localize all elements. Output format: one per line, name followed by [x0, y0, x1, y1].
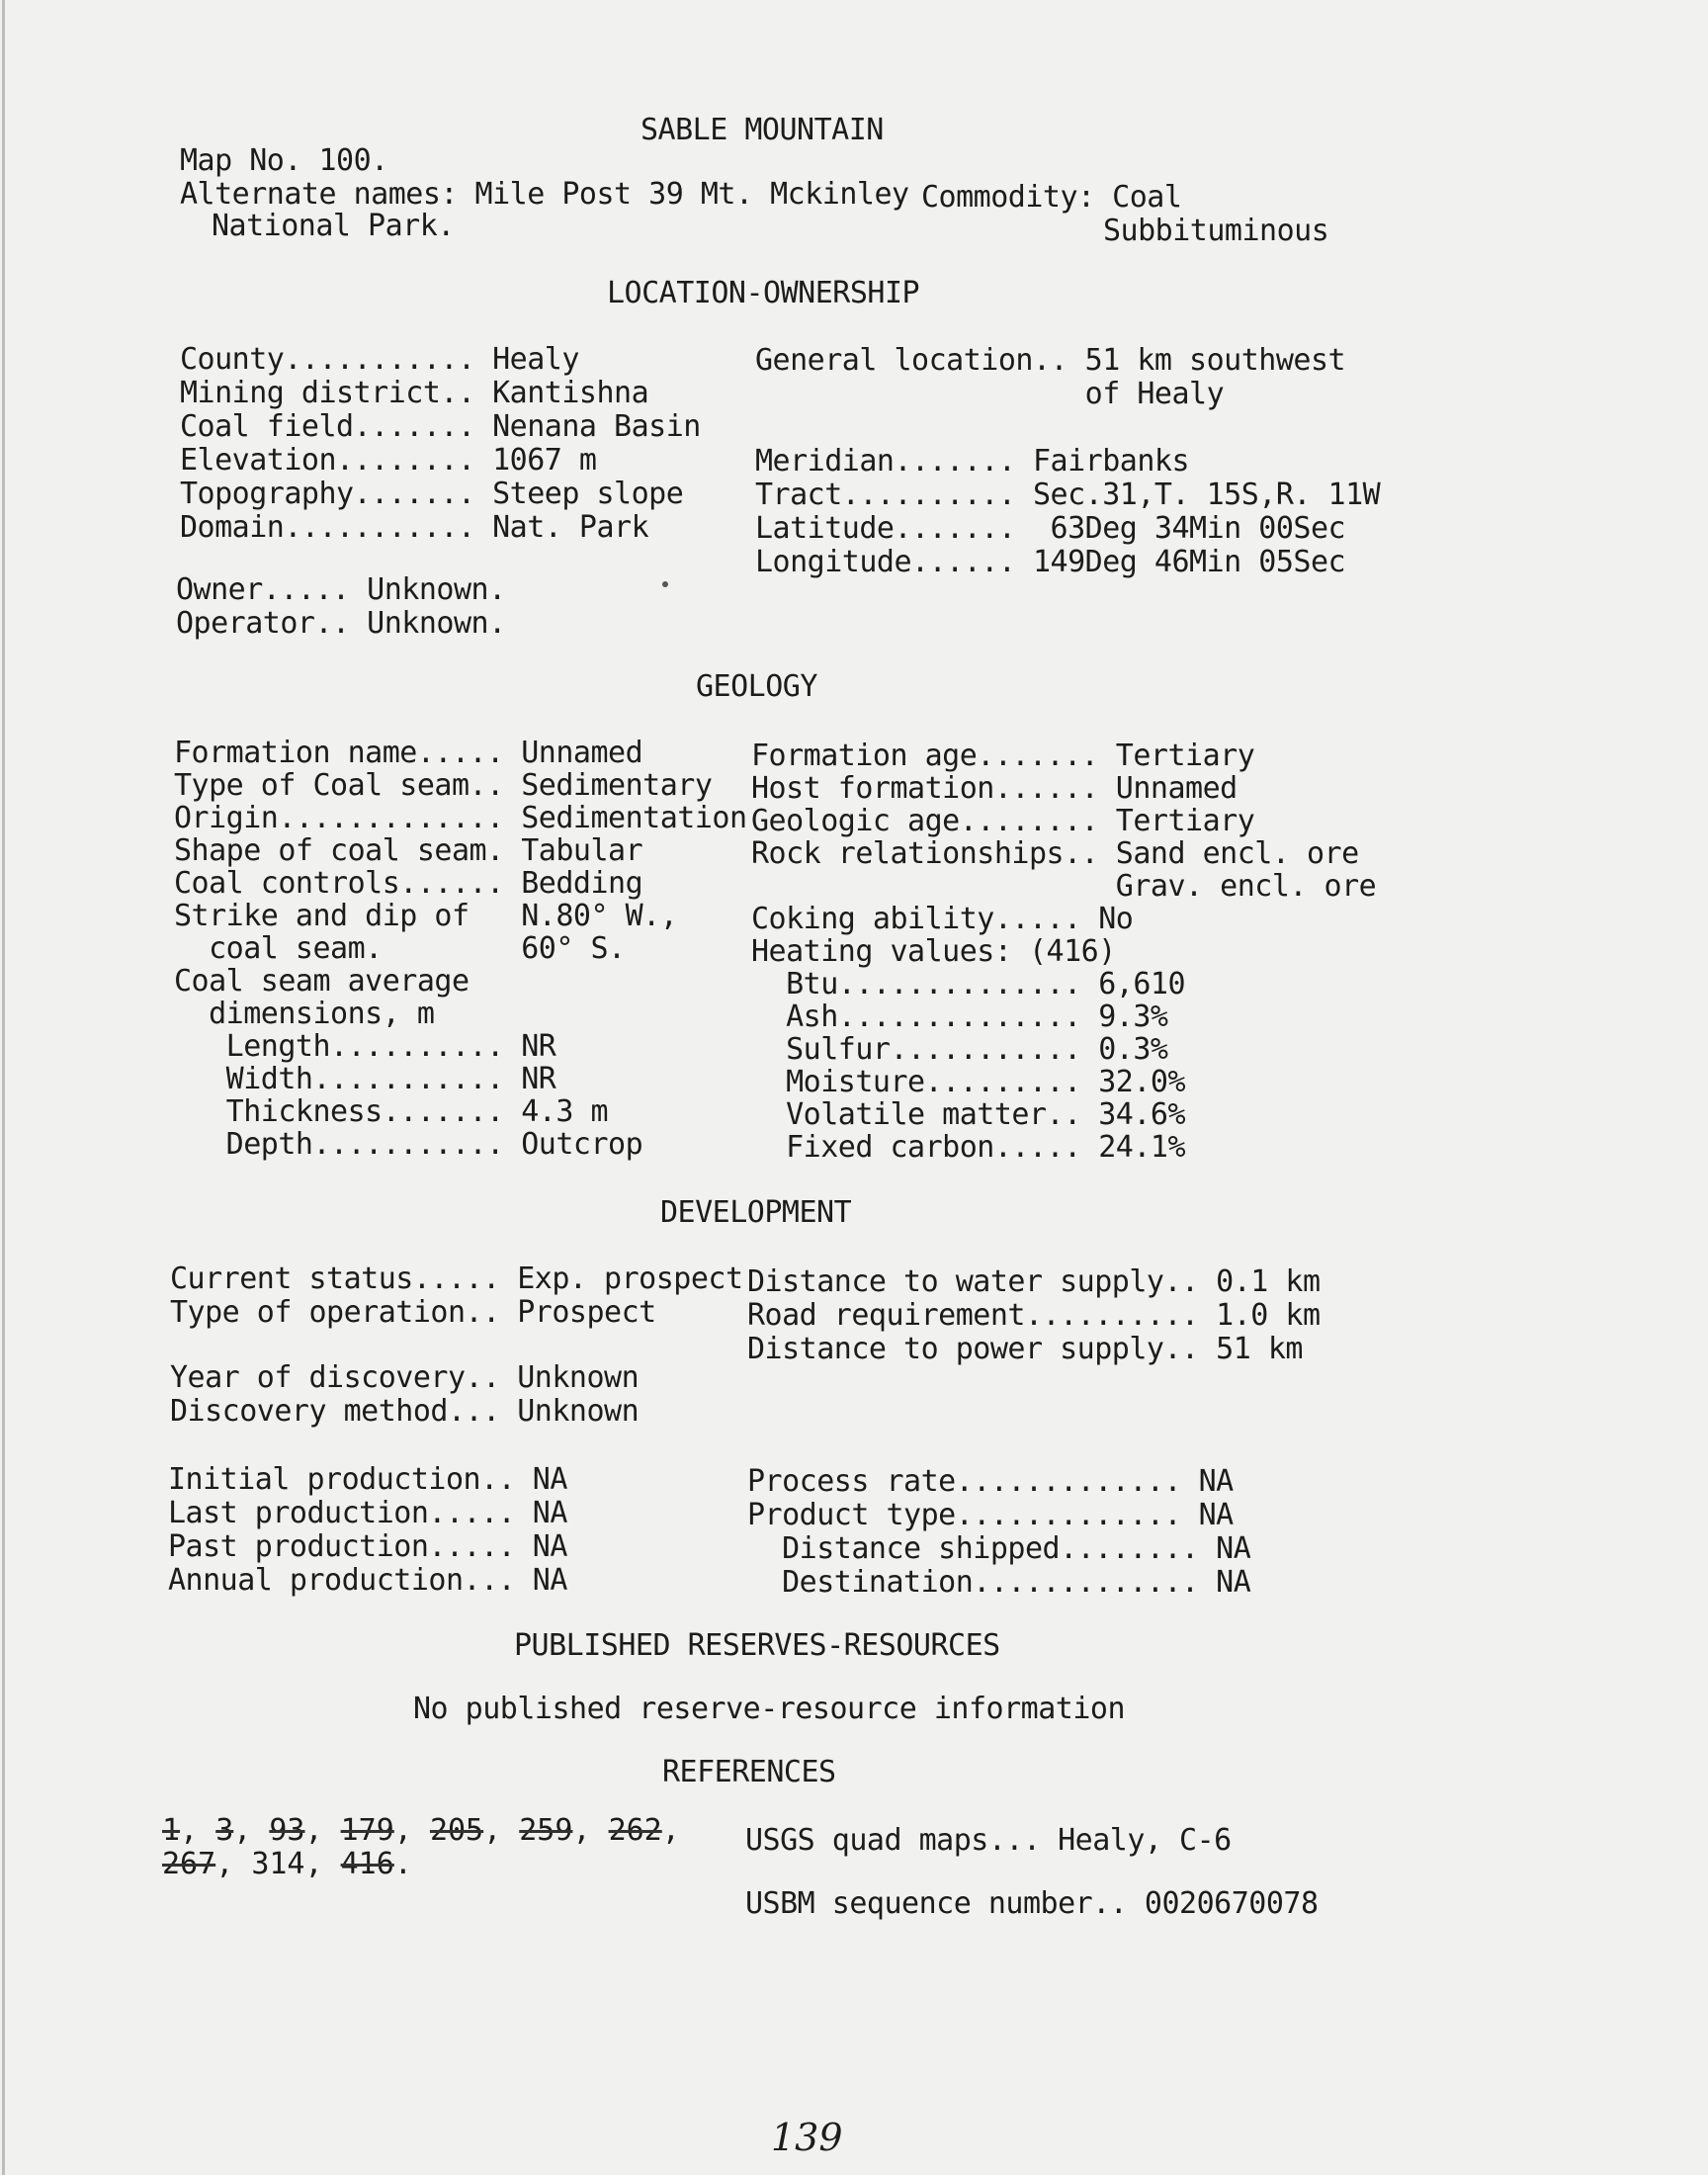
reference-struck: 416 — [340, 1847, 394, 1881]
reference-struck: 262 — [608, 1813, 662, 1848]
geology-field: Coal seam average — [174, 964, 470, 999]
commodity: Commodity: Coal — [921, 180, 1182, 215]
section-heading-location: LOCATION-OWNERSHIP — [607, 276, 920, 310]
alternate-names: Alternate names: Mile Post 39 Mt. Mckinley — [180, 177, 909, 212]
location-left-block — [180, 343, 701, 545]
reference-struck: 1 — [162, 1813, 181, 1848]
discovery-block — [170, 1361, 639, 1429]
development-field: Current status..... Exp. prospect — [170, 1262, 743, 1296]
reference-struck: 205 — [429, 1813, 484, 1848]
production-field: Initial production.. NA — [168, 1462, 567, 1497]
geology-field: Strike and dip of N.80° W., — [174, 899, 678, 933]
geology-field: Type of Coal seam.. Sedimentary — [174, 768, 713, 803]
geology-field: Grav. encl. ore — [751, 869, 1377, 904]
location-field: Elevation........ 1067 m — [180, 443, 597, 478]
location-field: Coal field....... Nenana Basin — [180, 409, 701, 444]
supply-block — [747, 1265, 1321, 1366]
heating-value: Volatile matter.. 34.6% — [751, 1097, 1186, 1132]
production-field: Annual production... NA — [168, 1563, 567, 1598]
alternate-names-cont: National Park. — [212, 209, 455, 243]
reference-struck: 267 — [162, 1847, 216, 1881]
geology-field: Length.......... NR — [174, 1029, 556, 1064]
section-heading-reserves: PUBLISHED RESERVES-RESOURCES — [514, 1628, 1000, 1663]
geology-field: Formation name..... Unnamed — [174, 736, 643, 770]
geology-field: Geologic age........ Tertiary — [751, 804, 1255, 838]
geology-field: Heating values: (416) — [751, 934, 1116, 969]
process-field: Product type............. NA — [747, 1498, 1234, 1532]
heating-value: Btu.............. 6,610 — [751, 967, 1186, 1001]
production-field: Last production..... NA — [168, 1496, 567, 1530]
development-field: Year of discovery.. Unknown — [170, 1360, 640, 1395]
location-field: of Healy — [755, 377, 1225, 411]
process-field: Process rate............. NA — [747, 1464, 1234, 1499]
geology-field: Origin............. Sedimentation — [174, 801, 747, 835]
geology-right-block — [751, 740, 1376, 1164]
geology-field: Width........... NR — [174, 1062, 556, 1096]
geology-field: Rock relationships.. Sand encl. ore — [751, 836, 1359, 871]
location-field: Domain........... Nat. Park — [180, 510, 649, 545]
section-heading-references: REFERENCES — [662, 1755, 836, 1789]
development-status-block — [170, 1262, 743, 1330]
location-field: Meridian....... Fairbanks — [755, 444, 1190, 478]
production-block — [168, 1463, 567, 1598]
commodity-type: Subbituminous — [1103, 214, 1329, 248]
geology-field: Coking ability..... No — [751, 902, 1134, 936]
development-field: Discovery method... Unknown — [170, 1394, 640, 1429]
scan-speck — [662, 581, 668, 587]
geology-field: dimensions, m — [174, 997, 435, 1031]
reference: 314 — [251, 1847, 305, 1881]
geology-field: Shape of coal seam. Tabular — [174, 833, 643, 868]
location-field: Latitude....... 63Deg 34Min 00Sec — [755, 511, 1346, 546]
geology-field: Coal controls...... Bedding — [174, 866, 643, 901]
location-field: General location.. 51 km southwest — [755, 343, 1346, 378]
reference-list: 1, 3, 93, 179, 205, 259, 262, 267, 314, 416. — [162, 1813, 680, 1881]
reference-struck: 179 — [340, 1813, 394, 1848]
general-location-block — [755, 344, 1345, 411]
usgs-quad-maps: USGS quad maps... Healy, C-6 — [745, 1823, 1232, 1858]
reference-struck: 259 — [519, 1813, 573, 1848]
location-field: Tract.......... Sec.31,T. 15S,R. 11W — [755, 478, 1381, 512]
geology-field: Formation age....... Tertiary — [751, 739, 1255, 773]
map-number: Map No. 100. — [180, 143, 388, 178]
owner-field: Owner..... Unknown. — [176, 572, 506, 607]
location-field: Topography....... Steep slope — [180, 477, 684, 511]
owner-block — [176, 573, 506, 641]
geology-field: coal seam. 60° S. — [174, 931, 626, 966]
heating-value: Ash.............. 9.3% — [751, 1000, 1168, 1034]
reserves-text: No published reserve-resource information — [413, 1692, 1126, 1726]
location-right-block — [755, 445, 1380, 579]
page-edge — [2, 0, 5, 2175]
operator-field: Operator.. Unknown. — [176, 606, 506, 641]
heating-value: Fixed carbon..... 24.1% — [751, 1130, 1186, 1165]
development-field: Type of operation.. Prospect — [170, 1295, 656, 1330]
development-field: Distance to power supply.. 51 km — [747, 1332, 1303, 1366]
geology-field: Host formation...... Unnamed — [751, 771, 1238, 806]
geology-left-block — [174, 737, 747, 1161]
reference-struck: 3 — [215, 1813, 234, 1848]
heating-value: Moisture......... 32.0% — [751, 1065, 1186, 1099]
usbm-sequence-number: USBM sequence number.. 0020670078 — [745, 1886, 1319, 1921]
location-field: County........... Healy — [180, 342, 579, 377]
development-field: Distance to water supply.. 0.1 km — [747, 1264, 1321, 1299]
production-field: Past production..... NA — [168, 1529, 567, 1564]
document-title: SABLE MOUNTAIN — [640, 113, 884, 147]
process-field: Distance shipped........ NA — [747, 1531, 1251, 1566]
page-number: 139 — [771, 2116, 843, 2159]
section-heading-geology: GEOLOGY — [696, 669, 817, 704]
geology-field: Depth........... Outcrop — [174, 1127, 643, 1162]
location-field: Longitude...... 149Deg 46Min 05Sec — [755, 545, 1346, 579]
section-heading-development: DEVELOPMENT — [660, 1195, 852, 1230]
heating-value: Sulfur........... 0.3% — [751, 1032, 1168, 1067]
geology-field: Thickness....... 4.3 m — [174, 1094, 609, 1129]
process-field: Destination............. NA — [747, 1565, 1251, 1600]
location-field: Mining district.. Kantishna — [180, 376, 649, 410]
development-field: Road requirement.......... 1.0 km — [747, 1298, 1321, 1333]
reference-struck: 93 — [269, 1813, 305, 1848]
process-block — [747, 1465, 1250, 1600]
